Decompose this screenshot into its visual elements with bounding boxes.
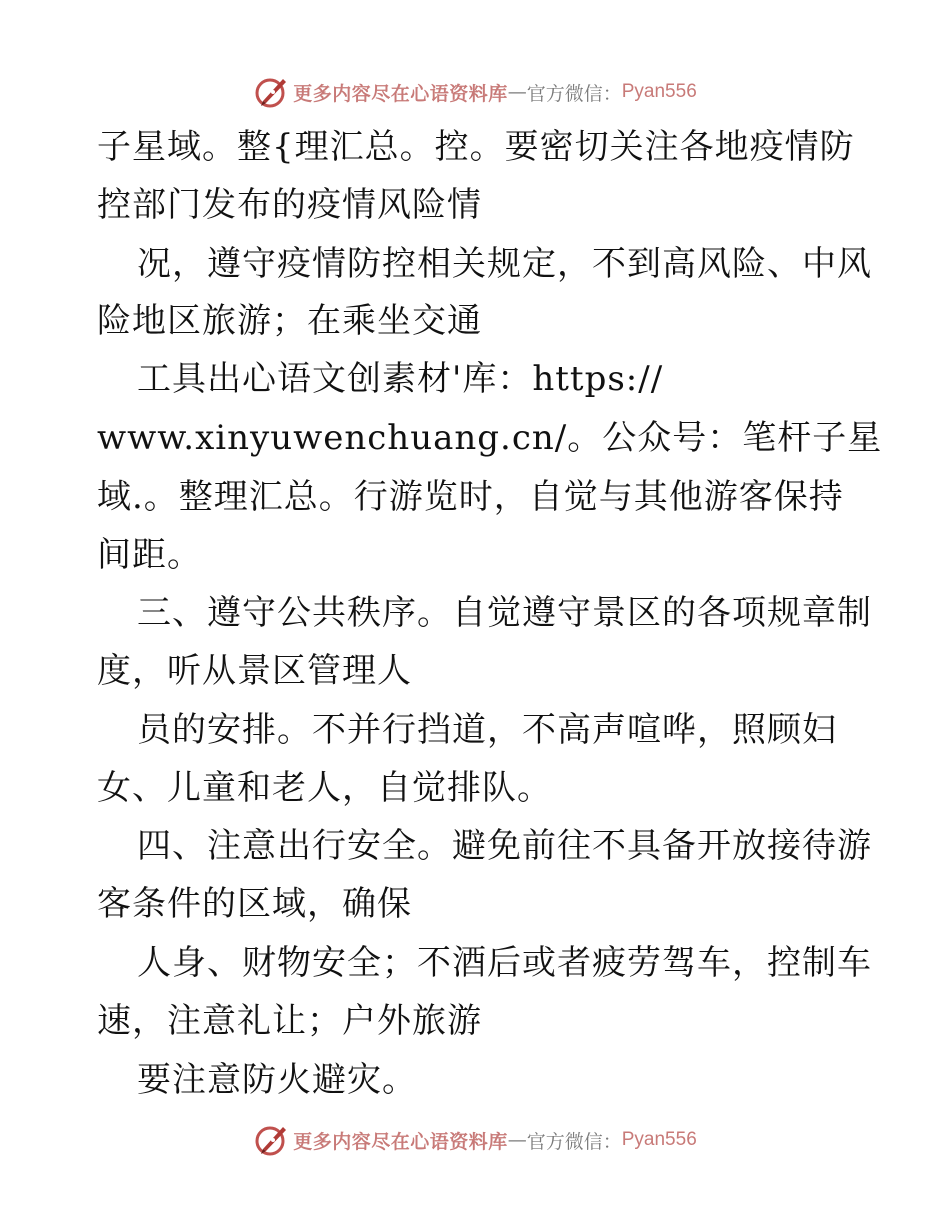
text-line: 况，遵守疫情防控相关规定，不到高风险、中风 <box>137 244 872 284</box>
text-line: 间距。 <box>97 535 202 575</box>
banner-wechat-label: 官方微信： <box>526 82 622 105</box>
quill-pen-logo-icon <box>253 74 289 110</box>
text-line: 度，听从景区管理人 <box>97 651 412 691</box>
text-line: 要注意防火避灾。 <box>137 1060 417 1100</box>
text-line: 人身、财物安全；不酒后或者疲劳驾车，控制车 <box>137 943 872 983</box>
text-line: 员的安排。不并行挡道，不高声喧哗，照顾妇 <box>137 710 837 750</box>
footer-watermark-banner <box>0 1120 950 1160</box>
banner-dash: — <box>507 1129 527 1151</box>
text-line: 三、遵守公共秩序。自觉遵守景区的各项规章制 <box>137 593 872 633</box>
banner-wechat-label: 官方微信： <box>526 1130 622 1153</box>
text-line: 域.。整理汇总。行游览时，自觉与其他游客保持 <box>97 477 844 517</box>
text-line: 子星域。整{理汇总。控。要密切关注各地疫情防 <box>97 127 855 167</box>
text-line: 客条件的区域，确保 <box>97 884 412 924</box>
text-line: 女、儿童和老人，自觉排队。 <box>97 768 552 808</box>
banner-wechat-id: Pyan556 <box>621 1129 697 1150</box>
text-line: www.xinyuwenchuang.cn/。公众号：笔杆子星 <box>97 418 883 458</box>
header-watermark-banner <box>0 72 950 112</box>
quill-pen-logo-icon <box>253 1122 289 1158</box>
banner-dash: — <box>507 81 527 103</box>
text-line: 控部门发布的疫情风险情 <box>97 185 482 225</box>
text-line: 险地区旅游；在乘坐交通 <box>97 301 482 341</box>
text-line: 速，注意礼让；户外旅游 <box>97 1001 482 1041</box>
text-line: 四、注意出行安全。避免前往不具备开放接待游 <box>137 826 872 866</box>
text-line: 工具出心语文创素材'库：https:// <box>137 359 664 399</box>
banner-slogan: 更多内容尽在心语资料库 <box>293 1130 508 1153</box>
banner-wechat-id: Pyan556 <box>621 81 697 102</box>
banner-slogan: 更多内容尽在心语资料库 <box>293 82 508 105</box>
